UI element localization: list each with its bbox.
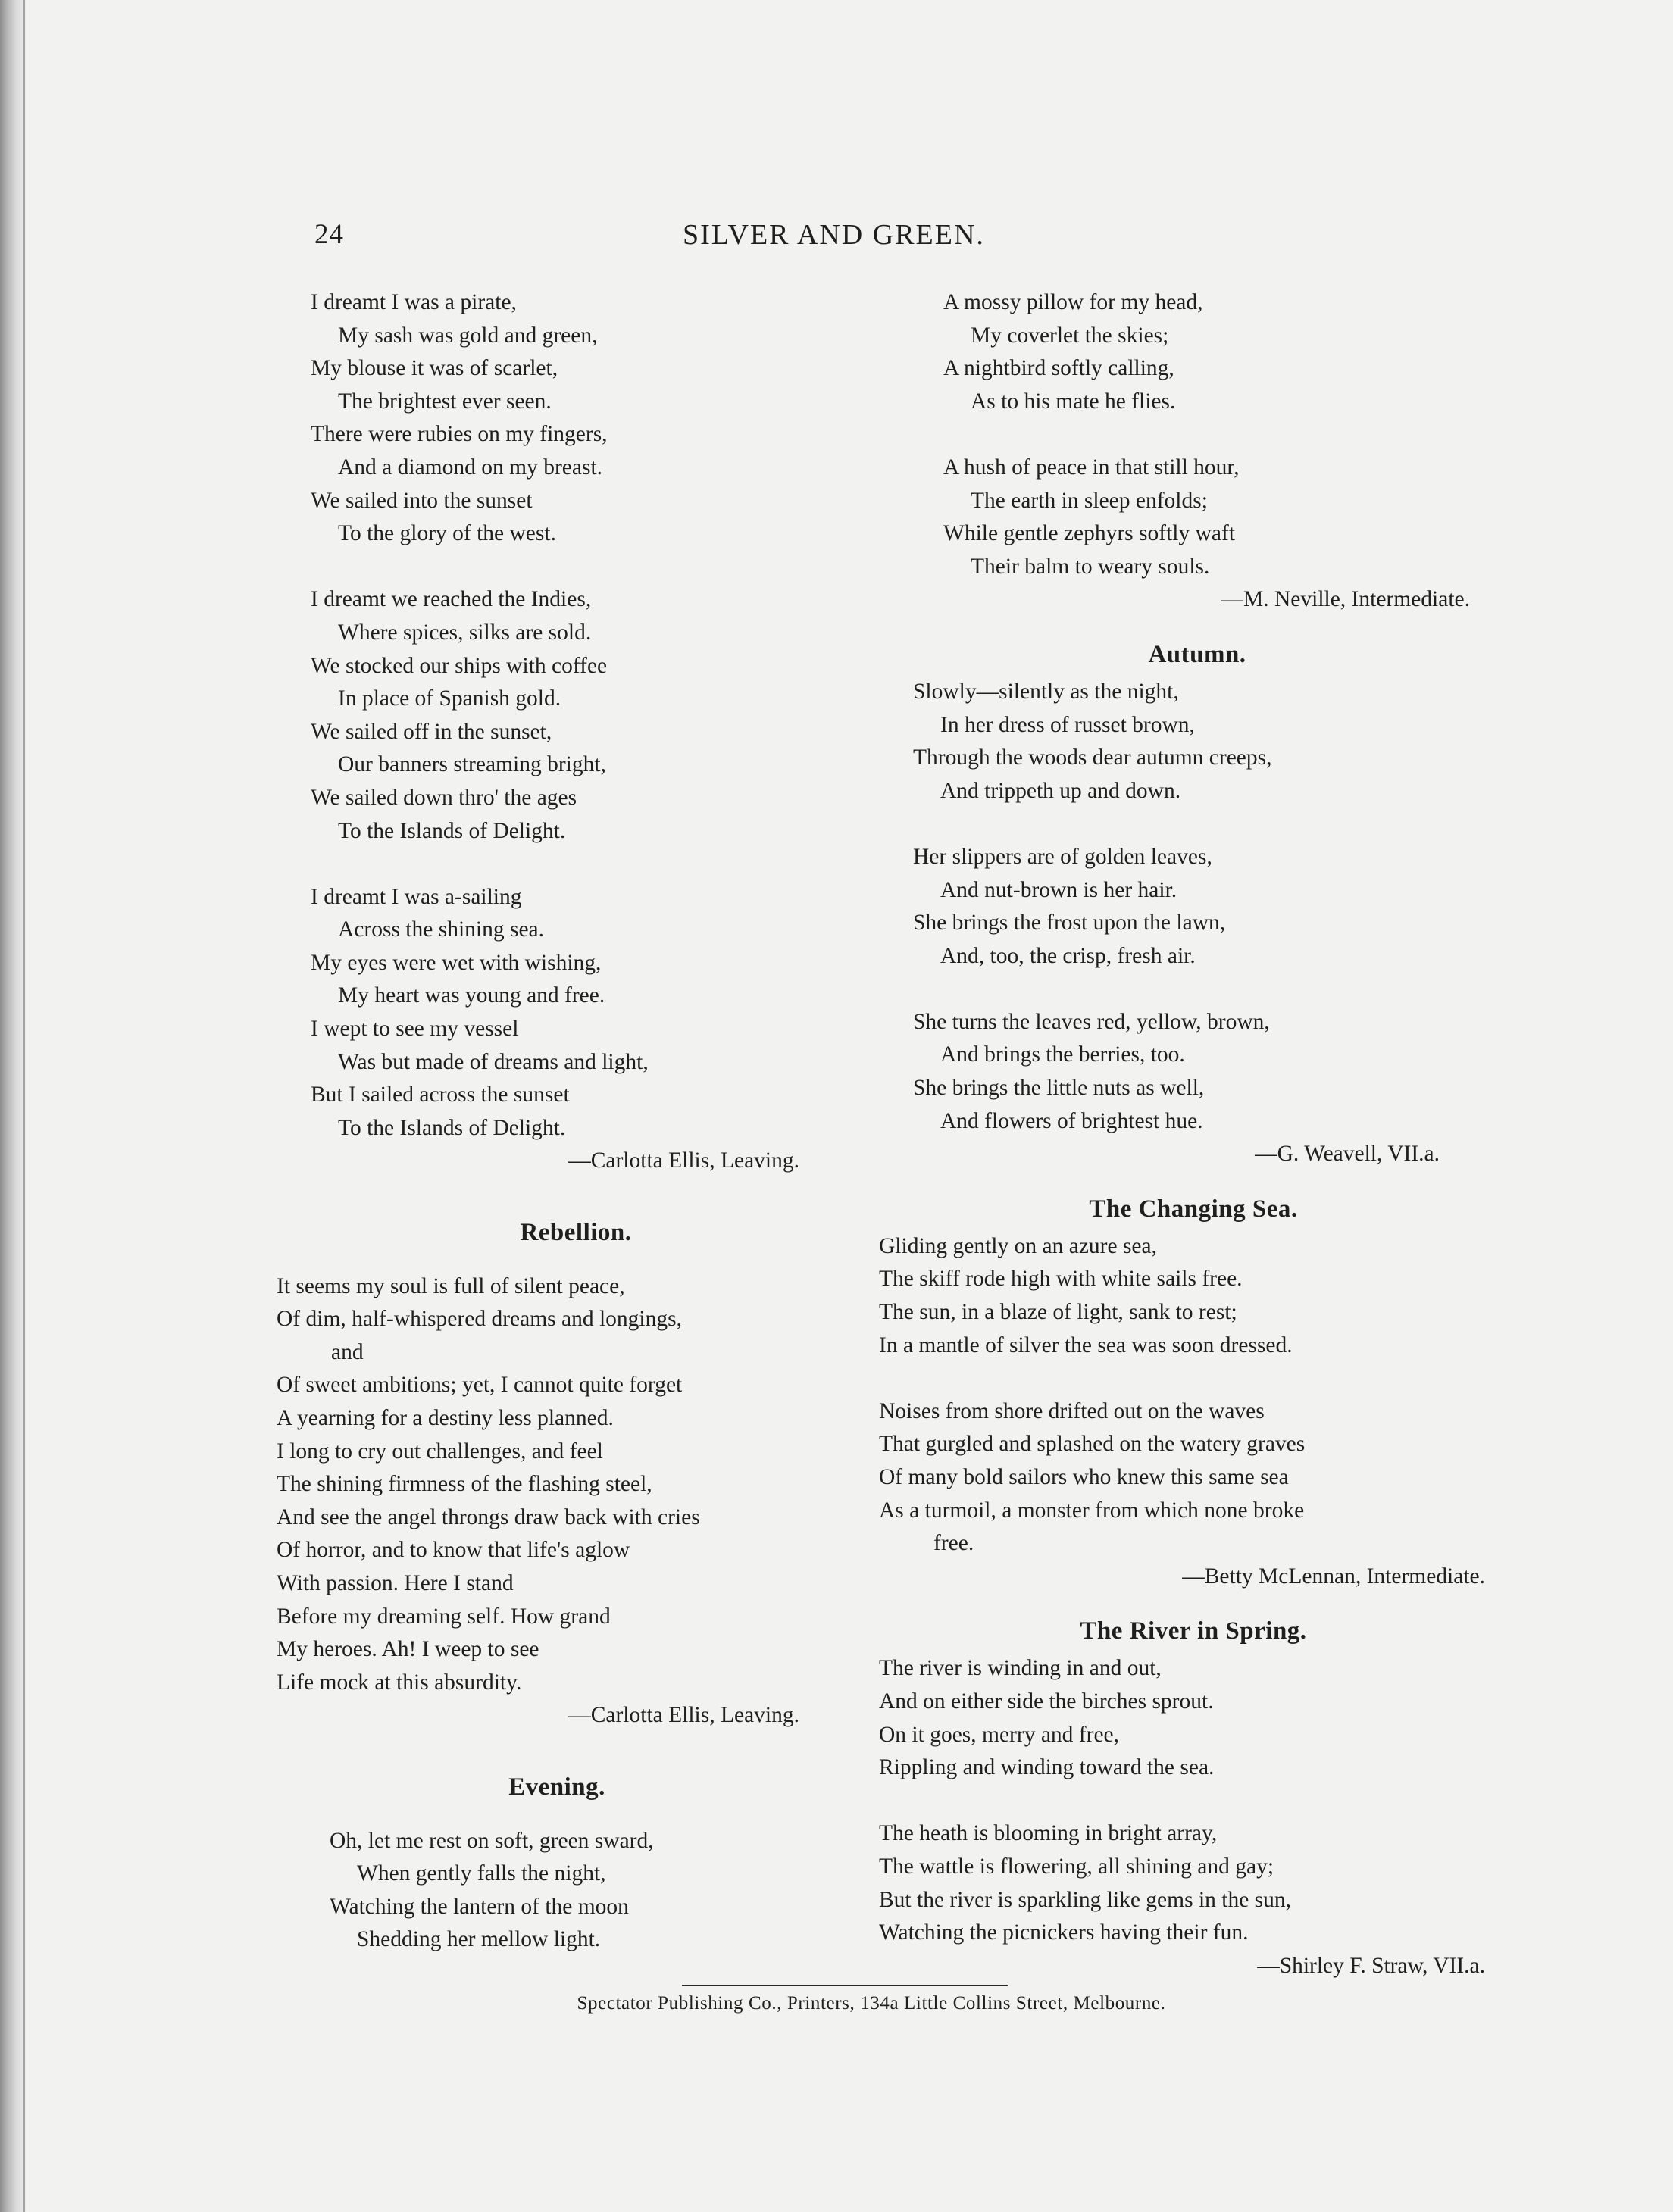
poem-line: Of many bold sailors who knew this same sea [879,1465,1289,1489]
poem-line: Gliding gently on an azure sea, [879,1233,1157,1258]
poem-line: To the Islands of Delight. [338,818,566,843]
poem-attribution: —M. Neville, Intermediate. [1221,587,1470,612]
poem-line: When gently falls the night, [357,1861,606,1886]
stanza-gap [943,418,1508,451]
poem-line: Rippling and winding toward the sea. [879,1755,1215,1780]
stanza-gap [913,808,1508,841]
page-spine-shadow [0,0,26,2212]
poem-title-autumn: Autumn. [1148,640,1246,668]
stanza-gap [879,1362,1508,1395]
poem-line: I dreamt I was a-sailing [311,884,522,909]
stanza-gap [913,973,1508,1006]
poem-title-changing-sea: The Changing Sea. [1089,1195,1298,1223]
poem-title-river-in-spring: The River in Spring. [1080,1617,1307,1645]
poem-line: I wept to see my vessel [311,1017,519,1042]
poem-line: Slowly—silently as the night, [913,679,1179,704]
right-column [879,286,1508,1982]
stanza [879,1395,1508,1561]
poem-attribution: —G. Weavell, VII.a. [1255,1142,1440,1167]
stanza [913,676,1508,808]
poem-line: Was but made of dreams and light, [338,1049,649,1074]
poem-line: My coverlet the skies; [971,323,1169,348]
poem-line: While gentle zephyrs softly waft [943,521,1236,546]
poem-line: Through the woods dear autumn creeps, [913,745,1272,770]
section-gap [277,1178,875,1211]
poem-line: She turns the leaves red, yellow, brown, [913,1009,1270,1034]
poem-line: I dreamt I was a pirate, [311,290,517,314]
poem-line: Shedding her mellow light. [357,1927,601,1952]
poem-attribution: —Betty McLennan, Intermediate. [1182,1564,1485,1589]
poem-line: A hush of peace in that still hour, [943,455,1240,480]
poem-line: The skiff rode high with white sails free. [879,1267,1243,1292]
poem-line: The shining firmness of the flashing steel, [277,1472,652,1497]
poem-line: Life mock at this absurdity. [277,1670,522,1695]
footer-rule [682,1985,1008,1986]
poem-line: Watching the picnickers having their fun. [879,1920,1249,1945]
poem-line: That gurgled and splashed on the watery graves [879,1432,1306,1457]
poem-line: My heart was young and free. [338,983,605,1008]
poem-line: With passion. Here I stand [277,1570,514,1595]
poem-line: My sash was gold and green, [338,323,598,348]
poem-line: But the river is sparkling like gems in the sun, [879,1887,1292,1912]
left-column [277,286,875,1957]
poem-line: Noises from shore drifted out on the waves [879,1398,1265,1423]
section-gap [277,1254,875,1270]
poem-line: Where spices, silks are sold. [338,620,592,645]
poem-line: and [331,1339,364,1364]
section-gap [879,1171,1508,1188]
poem-line: Her slippers are of golden leaves, [913,844,1212,869]
poem-line: A nightbird softly calling, [943,356,1174,381]
poem-line: Across the shining sea. [338,917,545,942]
stanza [913,1006,1508,1138]
poem-line: free. [933,1531,974,1556]
stanza [311,286,875,551]
section-gap [879,1593,1508,1610]
poem-line: A yearning for a destiny less planned. [277,1406,614,1430]
poem-line: We sailed into the sunset [311,488,533,513]
poem-line: On it goes, merry and free, [879,1722,1120,1747]
poem-line: In a mantle of silver the sea was soon dressed. [879,1333,1293,1358]
poem-line: And brings the berries, too. [940,1042,1185,1067]
poem-attribution: —Shirley F. Straw, VII.a. [1257,1953,1485,1978]
poem-changing-sea [879,1230,1508,1594]
stanza [311,881,875,1145]
stanza [879,1230,1508,1362]
poem-line: In her dress of russet brown, [940,712,1195,737]
binding-edge [23,0,25,2212]
journal-title: SILVER AND GREEN. [683,219,985,251]
poem-line: We sailed off in the sunset, [311,719,552,744]
poem-line: I long to cry out challenges, and feel [277,1439,603,1464]
poem-line: Our banners streaming bright, [338,752,606,777]
poem-line: And nut-brown is her hair. [940,877,1177,902]
section-gap [277,1732,875,1766]
section-gap [277,1808,875,1825]
stanza-gap [311,551,875,584]
poem-line: The river is winding in and out, [879,1656,1162,1681]
poem-line: The sun, in a blaze of light, sank to rest; [879,1300,1237,1325]
poem-title-evening: Evening. [508,1773,605,1801]
poem-line: In place of Spanish gold. [338,686,561,711]
poem-autumn [879,676,1508,1171]
poem-line: There were rubies on my fingers, [311,422,608,447]
poem-rebellion [277,1270,875,1732]
poem-line: She brings the little nuts as well, [913,1076,1205,1101]
poem-pirate [277,286,875,1178]
page-header [314,218,1072,264]
poem-evening-part2 [879,286,1508,617]
poem-title-rebellion: Rebellion. [520,1218,632,1246]
poem-line: Their balm to weary souls. [971,554,1210,579]
stanza [879,1817,1508,1949]
poem-line: A mossy pillow for my head, [943,290,1203,314]
poem-line: We stocked our ships with coffee [311,653,608,678]
poem-attribution: —Carlotta Ellis, Leaving. [568,1703,799,1728]
poem-line: And on either side the birches sprout. [879,1689,1214,1714]
poem-line: And see the angel throngs draw back with cries [277,1504,700,1529]
poem-line: And a diamond on my breast. [338,455,603,480]
poem-line: We sailed down thro' the ages [311,785,577,810]
poem-line: As to his mate he flies. [971,389,1176,414]
poem-river-in-spring [879,1652,1508,1982]
poem-line: The brightest ever seen. [338,389,552,414]
poem-line: Oh, let me rest on soft, green sward, [330,1828,654,1853]
poem-line: My heroes. Ah! I weep to see [277,1637,539,1662]
poem-line: My eyes were wet with wishing, [311,950,602,975]
poem-line: Of horror, and to know that life's aglow [277,1538,630,1563]
poem-line: Watching the lantern of the moon [330,1894,629,1919]
poem-line: The heath is blooming in bright array, [879,1821,1218,1846]
stanza [311,583,875,848]
poem-line: And flowers of brightest hue. [940,1108,1203,1133]
poem-line: The wattle is flowering, all shining and gay; [879,1854,1274,1879]
stanza [913,841,1508,973]
poem-line: And trippeth up and down. [940,778,1181,803]
section-gap [879,617,1508,633]
poem-line: The earth in sleep enfolds; [971,488,1208,513]
page-number: 24 [314,219,344,250]
stanza [879,1652,1508,1784]
stanza-gap [311,848,875,881]
poem-line: To the Islands of Delight. [338,1115,566,1140]
poem-evening-part1 [277,1825,875,1957]
stanza-gap [879,1785,1508,1818]
poem-line: But I sailed across the sunset [311,1083,570,1108]
poem-line: As a turmoil, a monster from which none broke [879,1498,1305,1523]
poem-line: She brings the frost upon the lawn, [913,911,1226,936]
poem-line: Of dim, half-whispered dreams and longings, [277,1307,682,1332]
stanza [943,451,1508,583]
poem-line: Of sweet ambitions; yet, I cannot quite forget [277,1373,683,1398]
poem-line: To the glory of the west. [338,521,556,546]
poem-line: My blouse it was of scarlet, [311,356,558,381]
printer-imprint: Spectator Publishing Co., Printers, 134a Little Collins Street, Melbourne. [577,1993,1166,2014]
stanza [943,286,1508,418]
poem-line: And, too, the crisp, fresh air. [940,943,1196,968]
poem-line: I dreamt we reached the Indies, [311,587,592,612]
poem-line: It seems my soul is full of silent peace, [277,1273,625,1298]
poem-line: Before my dreaming self. How grand [277,1604,611,1629]
poem-attribution: —Carlotta Ellis, Leaving. [568,1148,799,1173]
